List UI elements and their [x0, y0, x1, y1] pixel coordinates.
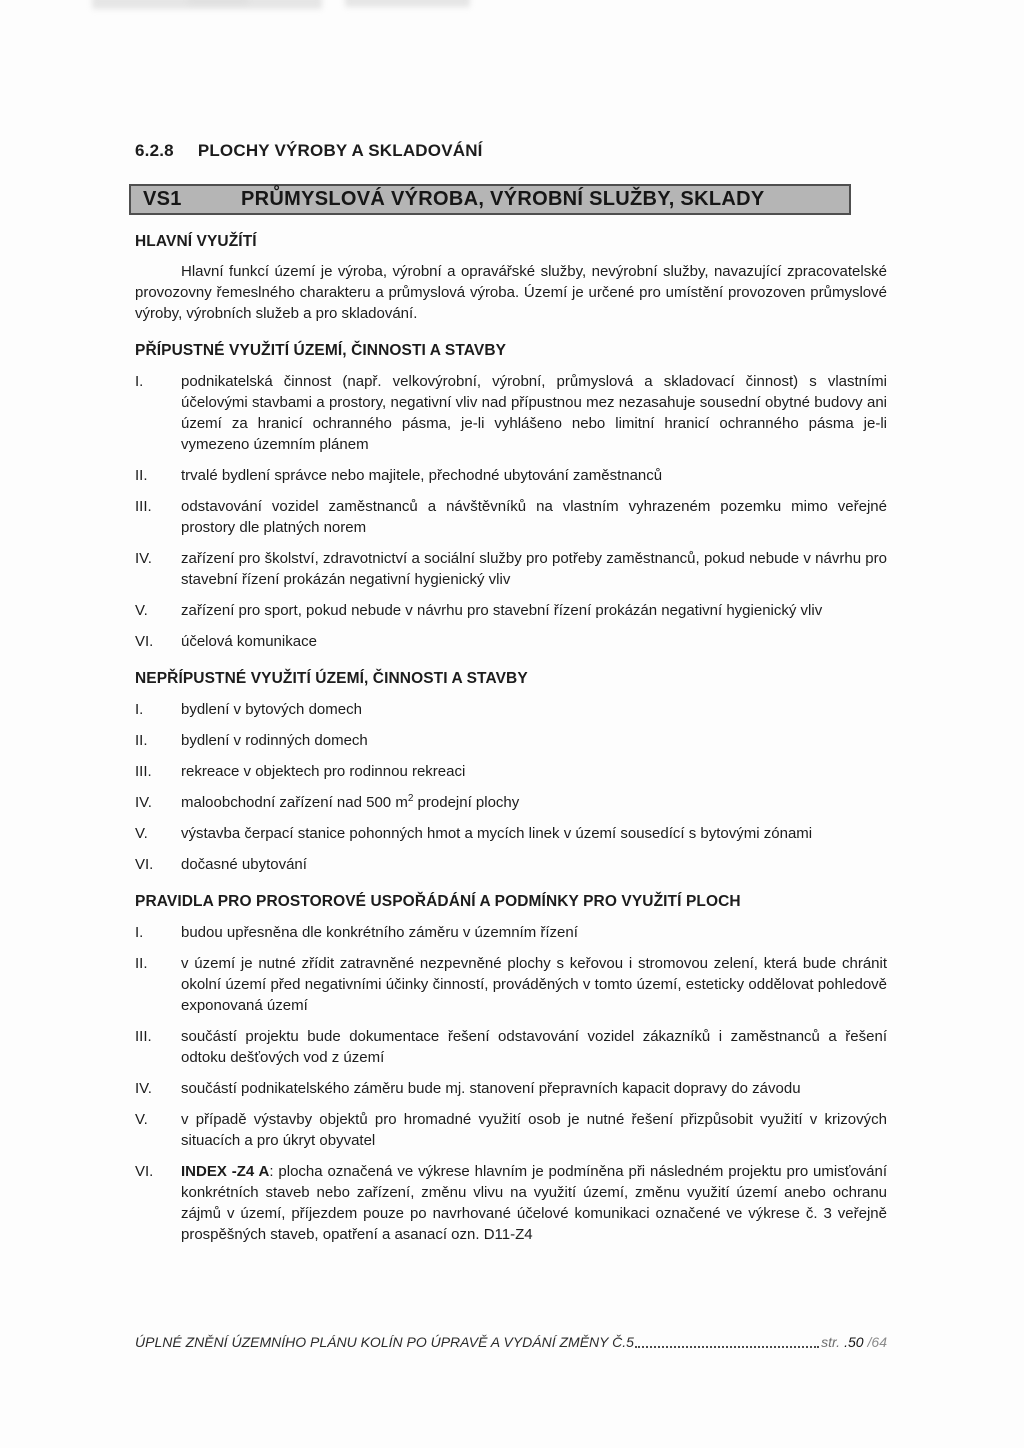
list-item-number: III.: [135, 763, 152, 780]
list-item-number: IV.: [135, 794, 152, 811]
list-item-text: [181, 792, 887, 813]
list-item-text: výstavba čerpací stanice pohonných hmot a mycích linek v území sousedící s bytovými zónami: [181, 825, 813, 842]
list-item: [135, 465, 887, 486]
list-item: [135, 1109, 887, 1151]
page-footer: [135, 1334, 887, 1351]
list-item-number: VI.: [135, 1163, 154, 1180]
section-number: 6.2.8: [135, 141, 174, 160]
list-item-text: [181, 1161, 887, 1245]
list-item: [135, 823, 887, 844]
list-item-text-rest: : plocha označená ve výkrese hlavním je podmíněna při následném projektu pro umisťování konkrétních staveb nebo zařízení, změnu vlivu na využití území, změnu využití území anebo ochranu zájmů v území, příjezdem pouze po navrhované účelové komunikaci označené ve výkrese č. 3 veřejně prospěšných staveb, opatření a asanací ozn. D11-Z4: [181, 1163, 888, 1243]
superscript: 2: [407, 793, 414, 804]
list-item-number: II.: [135, 467, 148, 484]
list-item-number: III.: [135, 498, 152, 515]
list-item-number: I.: [135, 373, 144, 390]
list-item-text: zařízení pro sport, pokud nebude v návrhu pro stavební řízení prokázán negativní hygienický vliv: [181, 602, 823, 619]
list-item-text: dočasné ubytování: [181, 856, 307, 873]
list-item-text-before: maloobchodní zařízení nad 500 m: [181, 794, 408, 811]
list-item: [135, 792, 887, 813]
zone-header-bar: [129, 184, 851, 215]
list-item: [135, 371, 887, 455]
list-item: [135, 699, 887, 720]
footer-page-number: .50: [844, 1334, 864, 1350]
list-item-number: IV.: [135, 550, 152, 567]
list-item-number: I.: [135, 924, 144, 941]
list-item-text: budou upřesněna dle konkrétního záměru v územním řízení: [181, 924, 578, 941]
list-item-text: rekreace v objektech pro rodinnou rekreaci: [181, 763, 466, 780]
list-item-text: součástí projektu bude dokumentace řešení odstavování vozidel zákazníků i zaměstnanců a řešení odtoku dešťových vod z území: [181, 1028, 887, 1066]
zone-title: PRŮMYSLOVÁ VÝROBA, VÝROBNÍ SLUŽBY, SKLADY: [241, 188, 765, 210]
list-item: [135, 548, 887, 590]
list-item-text: trvalé bydlení správce nebo majitele, přechodné ubytování zaměstnanců: [181, 467, 663, 484]
section-title: PLOCHY VÝROBY A SKLADOVÁNÍ: [197, 141, 483, 160]
list-item-text: v případě výstavby objektů pro hromadné využití osob je nutné řešení přizpůsobit využití v krizových situacích a pro úkryt obyvatel: [181, 1111, 887, 1149]
footer-page-label: str.: [821, 1334, 841, 1350]
footer-dots-leader: [635, 1346, 819, 1348]
list-item-number: VI.: [135, 633, 154, 650]
permitted-heading: PŘÍPUSTNÉ VYUŽITÍ ÚZEMÍ, ČINNOSTI A STAVBY: [135, 342, 507, 359]
list-item: [135, 496, 887, 538]
list-item: [135, 854, 887, 875]
list-item: [135, 953, 887, 1016]
rules-list: [135, 922, 887, 1245]
list-item-text: v území je nutné zřídit zatravněné nezpevněné plochy s keřovou i stromovou zelení, která bude chránit okolní území před negativními účinky činností, prováděných v tomto území, esteticky oddělovat pohledově exponovaná území: [181, 955, 887, 1014]
list-item-text: zařízení pro školství, zdravotnictví a sociální služby pro potřeby zaměstnanců, pokud nebude v návrhu pro stavební řízení prokázán negativní hygienický vliv: [181, 550, 887, 588]
list-item-number: V.: [135, 825, 148, 842]
not-permitted-heading: NEPŘÍPUSTNÉ VYUŽITÍ ÚZEMÍ, ČINNOSTI A STAVBY: [135, 670, 528, 687]
list-item: [135, 761, 887, 782]
permitted-list: [135, 371, 887, 652]
list-item-text: součástí podnikatelského záměru bude mj. stanovení přepravních kapacit dopravy do závodu: [181, 1080, 801, 1097]
list-item-number: IV.: [135, 1080, 152, 1097]
page-content: [135, 140, 887, 1245]
list-item-text: odstavování vozidel zaměstnanců a návštěvníků na vlastním vyhrazeném pozemku mimo veřejné prostory dle platných norem: [181, 498, 887, 536]
list-item: [135, 631, 887, 652]
list-item: [135, 1078, 887, 1099]
list-item-text: podnikatelská činnost (např. velkovýrobní, výrobní, průmyslová a skladovací činnost) s vlastními účelovými stavbami a prostory, negativní vliv nad přípustnou mez nezasahuje sousední obytné budovy ani území za hranicí ochranného pásma, je-li vyhlášeno nebo limitní hranicí ochranného pásma je-li vymezeno územním plánem: [181, 373, 887, 453]
rules-heading: PRAVIDLA PRO PROSTOROVÉ USPOŘÁDÁNÍ A PODMÍNKY PRO VYUŽITÍ PLOCH: [135, 893, 741, 910]
list-item: [135, 730, 887, 751]
scan-artifact: [188, 0, 248, 5]
footer-page-total: /64: [867, 1334, 887, 1350]
list-item-number: I.: [135, 701, 144, 718]
main-use-paragraph: Hlavní funkcí území je výroba, výrobní a opravářské služby, nevýrobní služby, navazující zpracovatelské provozovny řemeslného charakteru a průmyslová výroba. Území je určené pro umístění provozoven průmyslové výroby, výrobních služeb a pro skladování.: [135, 263, 887, 322]
section-heading: [135, 140, 887, 161]
list-item: [135, 1161, 887, 1245]
list-item-text: bydlení v rodinných domech: [181, 732, 368, 749]
list-item-text-after: prodejní plochy: [413, 794, 520, 811]
scan-artifact: [345, 0, 470, 7]
list-item-number: II.: [135, 955, 148, 972]
zone-code: VS1: [143, 188, 182, 210]
list-item-number: V.: [135, 1111, 148, 1128]
list-item-number: III.: [135, 1028, 152, 1045]
list-item: [135, 922, 887, 943]
list-item-text: bydlení v bytových domech: [181, 701, 362, 718]
list-item-number: V.: [135, 602, 148, 619]
list-item-text: účelová komunikace: [181, 633, 317, 650]
footer-title: ÚPLNÉ ZNĚNÍ ÚZEMNÍHO PLÁNU KOLÍN PO ÚPRAVĚ A VYDÁNÍ ZMĚNY Č.5: [135, 1334, 634, 1350]
not-permitted-list: [135, 699, 887, 875]
list-item-number: II.: [135, 732, 148, 749]
list-item: [135, 600, 887, 621]
main-use-heading: HLAVNÍ VYUŽÍTÍ: [135, 233, 257, 250]
index-bold-prefix: INDEX -Z4 A: [181, 1163, 270, 1180]
list-item: [135, 1026, 887, 1068]
list-item-number: VI.: [135, 856, 154, 873]
